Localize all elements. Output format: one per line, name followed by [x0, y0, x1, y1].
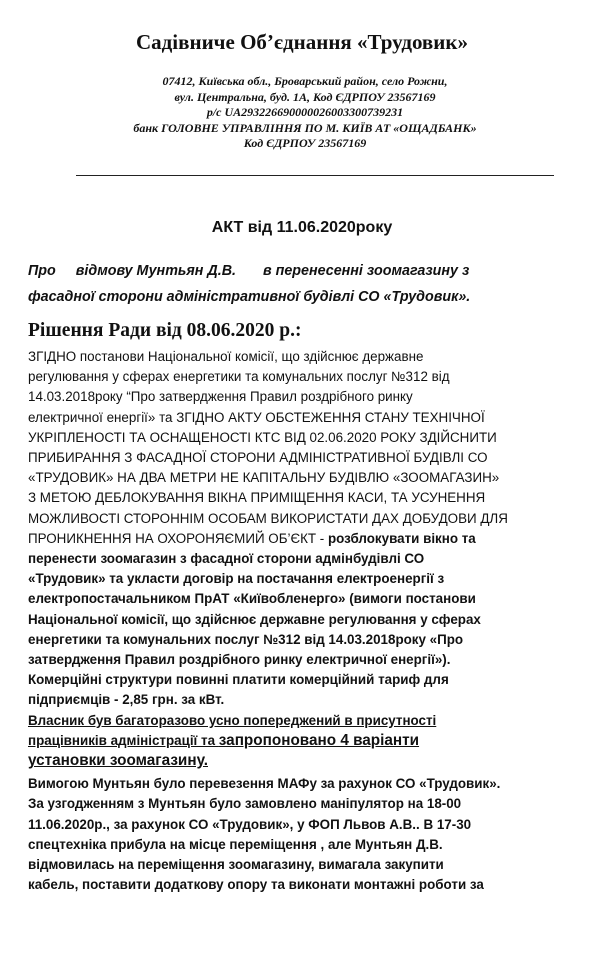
body-line: «ТРУДОВИК» НА ДВА МЕТРИ НЕ КАПІТАЛЬНУ БУДІВЛЮ «ЗООМАГАЗИН»	[28, 470, 500, 486]
bank-name-line: банк ГОЛОВНЕ УПРАВЛІННЯ ПО М. КИЇВ АТ «ОЩАДБАНК»	[133, 120, 477, 135]
street-line: вул. Центральна, буд. 1А, Код ЄДРПОУ 23567169	[174, 89, 436, 104]
body-line: «Трудовик» та укласти договір на постачання електроенергії з	[28, 571, 445, 587]
subject-rest: в перенесенні зоомагазину з	[263, 263, 470, 279]
body-line: ЗГІДНО постанови Національної комісії, що здійснює державне	[28, 349, 424, 364]
act-subject	[28, 258, 573, 310]
body-line: перенести зоомагазин з фасадної сторони адмінбудівлі СО	[28, 551, 425, 567]
body-line: затвердження Правил роздрібного ринку електричної енергії»).	[28, 652, 451, 668]
body-line: електричної енергії» та ЗГІДНО АКТУ ОБСТЕЖЕННЯ СТАНУ ТЕХНІЧНОЇ	[28, 409, 485, 425]
body-line: 11.06.2020р., за рахунок СО «Трудовик», у ФОП Львов А.В.. В 17-30	[28, 816, 472, 832]
decision-heading: Рішення Ради від 08.06.2020 р.:	[28, 320, 302, 341]
body-line: УКРІПЛЕНОСТІ ТА ОСНАЩЕНОСТІ КТС ВІД 02.06.2020 РОКУ ЗДІЙСНИТИ	[28, 429, 497, 445]
body-line: Комерційні структури повинні платити комерційний тариф для	[28, 672, 449, 688]
body-line: підприємців - 2,85 грн. за кВт.	[28, 692, 225, 708]
body-line-part: ПРОНИКНЕННЯ НА ОХОРОНЯЄМИЙ ОБ’ЄКТ -	[28, 530, 328, 546]
body-line: відмовилась на переміщення зоомагазину, вимагала закупити	[28, 857, 444, 873]
body-line: регулювання у сферах енергетики та комунальних послуг №312 від	[28, 369, 450, 385]
subject-line-2: фасадної сторони адміністративної будівлі СО «Трудовик».	[28, 289, 471, 305]
header-divider	[76, 175, 554, 176]
body-line: З МЕТОЮ ДЕБЛОКУВАННЯ ВІКНА ПРИМІЩЕННЯ КАСИ, ТА УСУНЕННЯ	[28, 490, 486, 506]
organization-details	[60, 74, 550, 152]
organization-name: Садівниче Об’єднання «Трудовик»	[136, 30, 468, 54]
body-line: кабель, поставити додаткову опору та виконати монтажні роботи за	[28, 877, 484, 893]
body-line: МОЖЛИВОСТІ СТОРОННІМ ОСОБАМ ВИКОРИСТАТИ ДАХ ДОБУДОВИ ДЛЯ	[28, 510, 508, 526]
decision-body	[28, 347, 584, 895]
body-line: Національної комісії, що здійснює державне регулювання у сферах	[28, 611, 481, 627]
bank-account-line: р/с UA293226690000026003300739231	[206, 105, 404, 119]
body-line: спецтехніка прибула на місце переміщення , але Мунтьян Д.В.	[28, 836, 443, 852]
subject-word-pro: Про	[28, 263, 56, 279]
subject-name: відмову Мунтьян Д.В.	[75, 263, 237, 279]
body-line-part-bold: розблокувати вікно та	[327, 530, 476, 546]
body-line-part: працівників адміністрації та	[28, 732, 219, 748]
address-line: 07412, Київська обл., Броварський район, село Рожни,	[162, 74, 448, 88]
body-line: енергетики та комунальних послуг №312 від 14.03.2018року «Про	[28, 631, 464, 647]
body-line: 14.03.2018року “Про затвердження Правил роздрібного ринку	[28, 389, 413, 405]
body-line-underlined	[28, 731, 584, 751]
body-line: Вимогою Мунтьян було перевезення МАФу за рахунок СО «Трудовик».	[28, 776, 501, 792]
act-title: АКТ від 11.06.2020року	[211, 219, 393, 236]
body-line-large: установки зоомагазину.	[28, 752, 208, 770]
body-line: За узгодженням з Мунтьян було замовлено маніпулятор на 18-00	[28, 796, 462, 812]
bank-code-line: Код ЄДРПОУ 23567169	[243, 136, 367, 150]
body-line-part-large: запропоновано 4 варіанти	[218, 731, 420, 749]
body-line-underlined: Власник був багаторазово усно попереджений в присутності	[28, 712, 437, 728]
body-line: ПРИБИРАННЯ З ФАСАДНОЇ СТОРОНИ АДМІНІСТРАТИВНОЇ БУДІВЛІ СО	[28, 450, 488, 466]
body-line	[28, 529, 584, 549]
body-line: електропостачальником ПрАТ «Київобленерго» (вимоги постанови	[28, 591, 476, 607]
subject-line-1	[28, 258, 573, 284]
